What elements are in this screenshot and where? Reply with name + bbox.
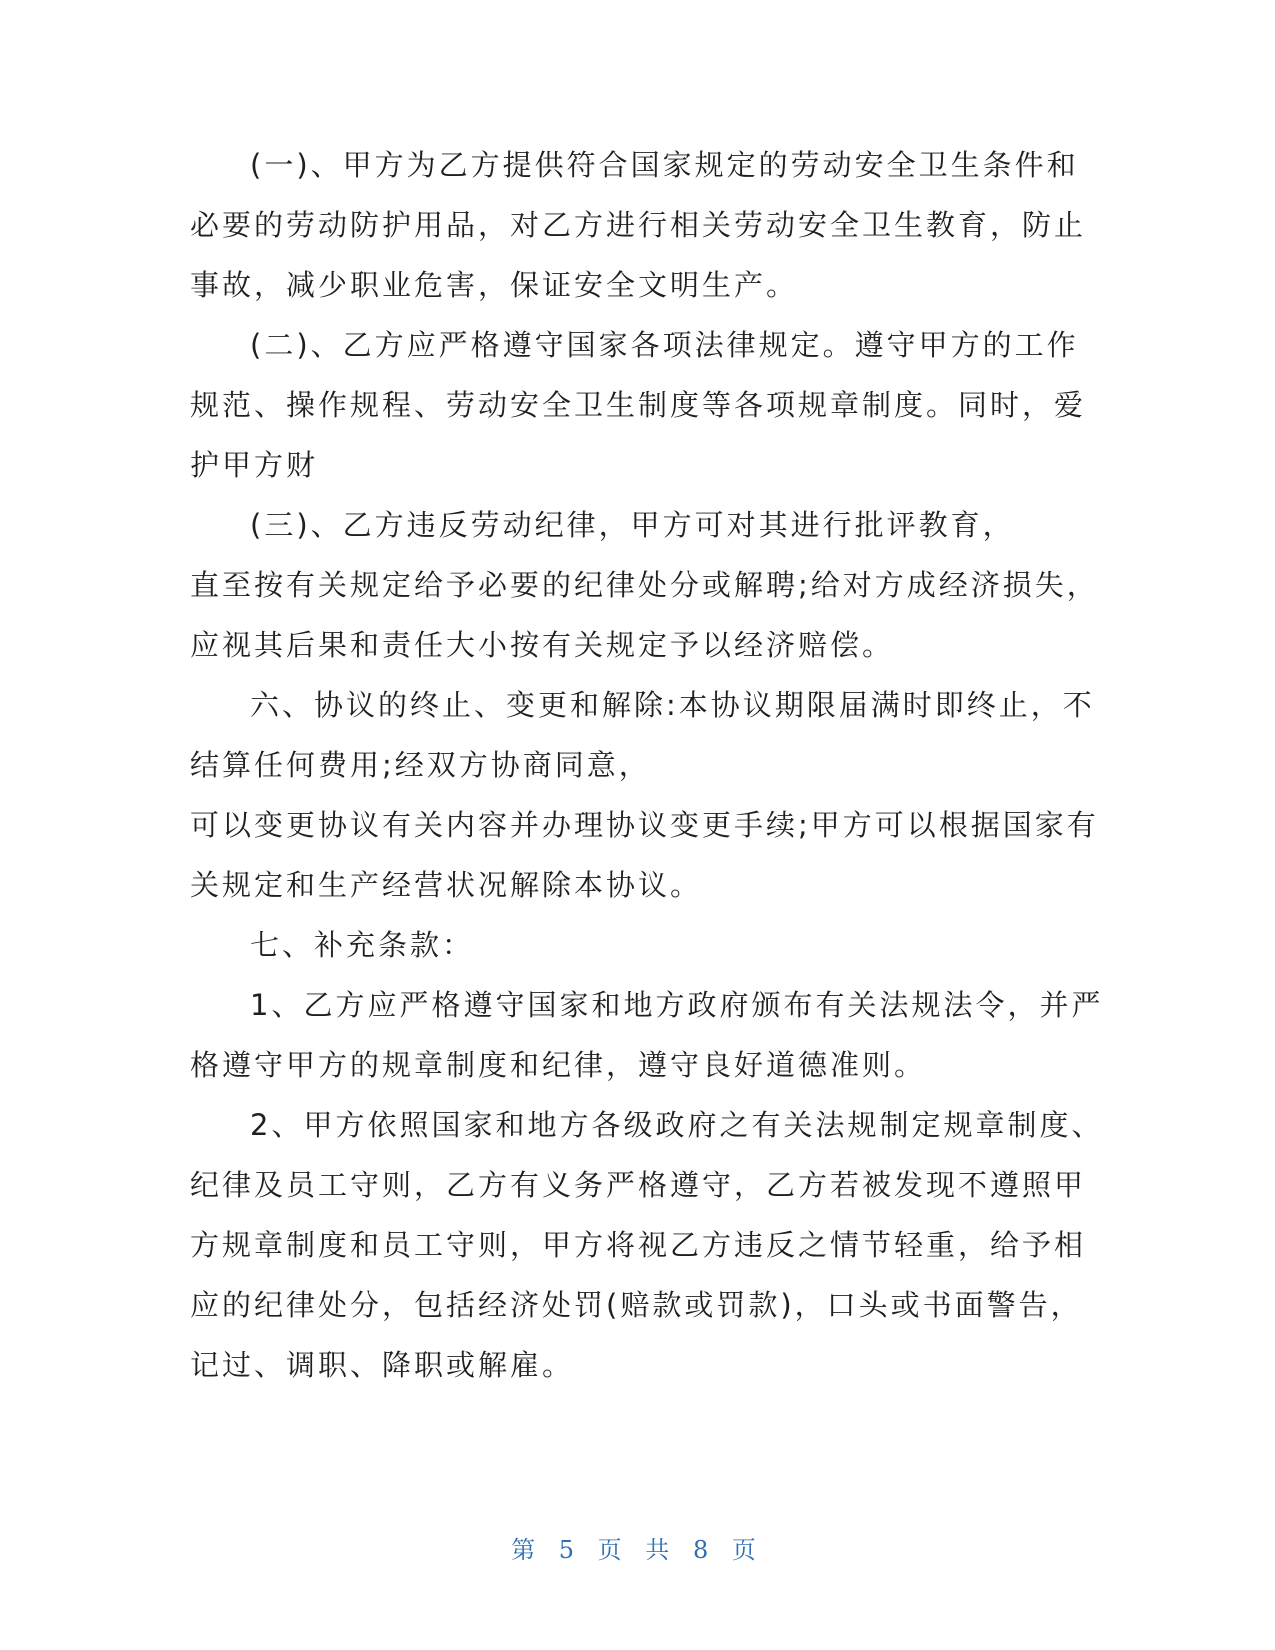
text-line: 规范、操作规程、劳动安全卫生制度等各项规章制度。同时，爱 [190,388,1087,422]
text-line: (三)、乙方违反劳动纪律，甲方可对其进行批评教育， [250,508,1015,542]
text-line: 格遵守甲方的规章制度和纪律，遵守良好道德准则。 [190,1048,927,1082]
text-line: 护甲方财 [190,448,319,482]
text-line: (一)、甲方为乙方提供符合国家规定的劳动安全卫生条件和 [250,148,1079,182]
text-line: 2、甲方依照国家和地方各级政府之有关法规制定规章制度、 [250,1108,1104,1142]
text-line: 方规章制度和员工守则，甲方将视乙方违反之情节轻重，给予相 [190,1228,1087,1262]
text-line: 应视其后果和责任大小按有关规定予以经济赔偿。 [190,628,895,662]
document-body [190,135,1104,1395]
page-number-footer: 第 5 页 共 8 页 [511,1536,764,1564]
text-line: 纪律及员工守则，乙方有义务严格遵守，乙方若被发现不遵照甲 [190,1168,1087,1202]
text-line: 应的纪律处分，包括经济处罚(赔款或罚款)，口头或书面警告， [190,1288,1083,1322]
text-line: 直至按有关规定给予必要的纪律处分或解聘;给对方成经济损失， [190,568,1099,602]
text-line: 可以变更协议有关内容并办理协议变更手续;甲方可以根据国家有 [190,808,1099,842]
text-line: 必要的劳动防护用品，对乙方进行相关劳动安全卫生教育，防止 [190,208,1087,242]
text-line: (二)、乙方应严格遵守国家各项法律规定。遵守甲方的工作 [250,328,1079,362]
text-line: 结算任何费用;经双方协商同意， [190,748,651,782]
text-line: 七、补充条款： [250,928,475,962]
text-line: 六、协议的终止、变更和解除:本协议期限届满时即终止，不 [250,688,1095,722]
text-line: 1、乙方应严格遵守国家和地方政府颁布有关法规法令，并严 [250,988,1104,1022]
text-line: 关规定和生产经营状况解除本协议。 [190,868,703,902]
text-line: 记过、调职、降职或解雇。 [190,1348,575,1382]
text-line: 事故，减少职业危害，保证安全文明生产。 [190,268,799,302]
